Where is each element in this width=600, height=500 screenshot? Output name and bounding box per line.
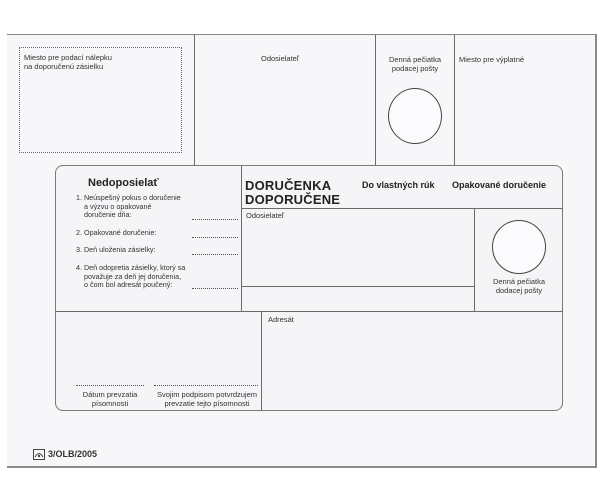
divider <box>375 35 376 165</box>
postal-logo-icon <box>33 449 45 460</box>
payment-place-label: Miesto pre výplatné <box>459 55 525 64</box>
divider <box>474 208 475 311</box>
delivery-stamp-circle <box>492 220 546 274</box>
delivery-stamp-label: Denná pečiatka dodacej pošty <box>492 277 546 295</box>
own-hands-label: Do vlastných rúk <box>362 180 435 190</box>
sticker-place-label: Miesto pre podací nálepku na doporučenú zásielku <box>24 53 112 71</box>
repeated-delivery-label: Opakované doručenie <box>452 180 547 190</box>
posting-stamp-circle <box>388 88 442 144</box>
nedoposielat-item-3: 3. Deň uloženia zásielky: <box>76 245 156 254</box>
item-3-dots <box>192 254 238 255</box>
divider <box>194 35 195 165</box>
receipt-date-dots <box>76 385 144 386</box>
signature-label: Svojim podpisom potvrdzujem prevzatie tejto písomnosti <box>156 390 258 408</box>
receipt-date-label: Dátum prevzatia písomnosti <box>82 390 138 408</box>
divider <box>241 286 474 287</box>
divider <box>241 208 563 209</box>
item-4-dots <box>192 288 238 289</box>
divider <box>56 311 563 312</box>
item-2-dots <box>192 237 238 238</box>
nedoposielat-title: Nedoposielať <box>88 177 159 189</box>
inner-sender-label: Odosielateľ <box>246 211 285 220</box>
delivery-receipt-form <box>7 34 597 468</box>
sender-label: Odosielateľ <box>261 54 300 63</box>
item-1-dots <box>192 219 238 220</box>
nedoposielat-item-2: 2. Opakované doručenie: <box>76 228 157 237</box>
form-code: 3/OLB/2005 <box>48 449 98 459</box>
divider <box>241 166 242 311</box>
receipt-title: DORUČENKA DOPORUČENE <box>245 178 341 207</box>
posting-stamp-label: Denná pečiatka podacej pošty <box>388 55 442 73</box>
divider <box>454 35 455 165</box>
signature-dots <box>154 385 258 386</box>
addressee-label: Adresát <box>268 315 294 324</box>
receipt-card <box>55 165 563 411</box>
nedoposielat-item-4: 4. Deň odopretia zásielky, ktorý sa považuje za deň jej doručenia, o čom bol adresát poučený: <box>76 263 186 290</box>
nedoposielat-item-1: 1. Neúspešný pokus o doručenie a výzvu o opakované doručenie dňa: <box>76 193 181 220</box>
